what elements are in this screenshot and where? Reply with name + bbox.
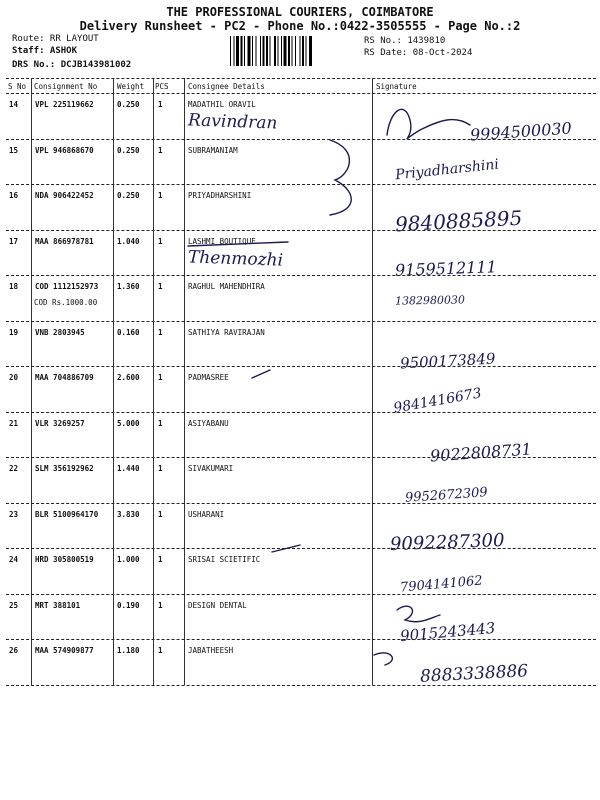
row-consignment-number: NDA 906422452	[35, 191, 94, 200]
row-weight: 0.250	[117, 191, 140, 200]
row-weight: 0.250	[117, 145, 140, 155]
row-consignee-name: USHARANI	[188, 509, 225, 519]
drs-label: DRS No.: DCJB143981002	[12, 60, 132, 70]
column-header-signature: Signature	[376, 82, 417, 91]
row-signature-phone: 9015243443	[399, 618, 497, 645]
row-weight: 1.180	[117, 646, 140, 655]
row-weight: 1.360	[117, 282, 140, 291]
row-consignment-number: MAA 704886709	[35, 373, 94, 382]
row-signature-phone: 9022808731	[429, 438, 533, 466]
row-consignment-number: VLR 3269257	[35, 418, 85, 428]
route-label: Route: RR LAYOUT	[12, 34, 99, 44]
row-serial-number: 24	[9, 555, 19, 564]
row-serial-number: 25	[9, 600, 19, 610]
row-weight: 1.000	[117, 555, 140, 564]
row-weight: 1.040	[117, 236, 140, 246]
row-weight: 5.000	[117, 418, 140, 428]
row-pieces: 1	[158, 191, 163, 200]
column-header-pcs: PCS	[155, 82, 169, 91]
staff-label: Staff: ASHOK	[12, 46, 78, 56]
row-weight: 0.160	[117, 327, 140, 337]
row-consignee-name: SRISAI SCIETIFIC	[188, 555, 261, 564]
row-consignee-name: MADATHIL ORAVIL	[188, 100, 256, 109]
row-pieces: 1	[158, 282, 163, 291]
row-pieces: 1	[158, 600, 163, 610]
row-pieces: 1	[158, 100, 163, 109]
row-consignee-name: DESIGN DENTAL	[188, 600, 247, 610]
rs-number: RS No.: 1439810	[364, 36, 446, 46]
row-cod-amount: COD Rs.1000.00	[34, 298, 98, 307]
row-pieces: 1	[158, 373, 163, 382]
column-header-consignee: Consignee Details	[188, 82, 265, 91]
row-consignee-name: LASHMI BOUTIQUE	[188, 236, 256, 246]
row-consignment-number: MAA 866978781	[35, 236, 94, 246]
row-handwritten-name: Thenmozhi	[187, 246, 284, 271]
column-header-sno: S No	[8, 82, 27, 91]
row-pieces: 1	[158, 418, 163, 428]
row-weight: 0.190	[117, 600, 140, 610]
row-consignee-name: RAGHUL MAHENDHIRA	[188, 282, 265, 291]
row-consignment-number: VNB 2803945	[35, 327, 85, 337]
row-weight: 2.600	[117, 373, 140, 382]
row-signature-phone: 9092287300	[389, 529, 505, 555]
row-serial-number: 20	[9, 373, 19, 382]
column-header-weight: Weight	[117, 82, 145, 91]
row-pieces: 1	[158, 145, 163, 155]
row-serial-number: 16	[9, 191, 19, 200]
row-consignee-name: PADMASREE	[188, 373, 229, 382]
row-consignee-name: JABATHEESH	[188, 646, 234, 655]
row-signature-phone: 8883338886	[419, 661, 529, 687]
row-weight: 1.440	[117, 464, 140, 473]
row-serial-number: 21	[9, 418, 19, 428]
row-signature-phone: 1382980030	[394, 293, 466, 308]
row-serial-number: 26	[9, 646, 19, 655]
row-consignee-name: ASIYABANU	[188, 418, 229, 428]
row-consignee-name: SUBRAMANIAM	[188, 145, 238, 155]
row-signature-phone: 9159512111	[394, 256, 498, 280]
row-serial-number: 23	[9, 509, 19, 519]
row-serial-number: 19	[9, 327, 19, 337]
row-serial-number: 18	[9, 282, 19, 291]
row-signature-phone: 9841416673	[392, 385, 483, 417]
row-consignee-name: SIVAKUMARI	[188, 464, 234, 473]
column-header-consignment: Consignment No	[34, 82, 98, 91]
row-weight: 0.250	[117, 100, 140, 109]
row-consignment-number: BLR 5100964170	[35, 509, 99, 519]
row-signature-phone: 9952672309	[404, 485, 489, 506]
row-serial-number: 15	[9, 145, 19, 155]
row-pieces: 1	[158, 464, 163, 473]
row-consignment-number: HRD 305800519	[35, 555, 94, 564]
row-consignee-name: PRIYADHARSHINI	[188, 191, 252, 200]
row-pieces: 1	[158, 236, 163, 246]
row-consignment-number: VPL 225119662	[35, 100, 94, 109]
company-title: THE PROFESSIONAL COURIERS, COIMBATORE	[166, 5, 434, 19]
row-signature-phone: 7904141062	[399, 573, 484, 596]
runsheet-title: Delivery Runsheet - PC2 - Phone No.:0422-3505555 - Page No.:2	[79, 19, 521, 33]
row-consignment-number: SLM 356192962	[35, 464, 94, 473]
row-signature-phone: Priyadharshini	[394, 156, 500, 183]
row-signature-phone: 9840885895	[394, 205, 523, 237]
row-signature-phone: 9500173849	[399, 349, 496, 372]
row-serial-number: 22	[9, 464, 19, 473]
row-weight: 3.830	[117, 509, 140, 519]
row-consignment-number: COD 1112152973	[35, 282, 99, 291]
row-consignment-number: VPL 946868670	[35, 145, 94, 155]
row-serial-number: 17	[9, 236, 19, 246]
row-pieces: 1	[158, 646, 163, 655]
row-consignment-number: MAA 574909877	[35, 646, 94, 655]
row-pieces: 1	[158, 327, 163, 337]
row-signature-phone: 9994500030	[469, 118, 573, 145]
row-consignment-number: MRT 388101	[35, 600, 81, 610]
row-consignee-name: SATHIYA RAVIRAJAN	[188, 327, 265, 337]
row-pieces: 1	[158, 509, 163, 519]
row-pieces: 1	[158, 555, 163, 564]
rs-date: RS Date: 08-Oct-2024	[364, 48, 473, 58]
row-handwritten-name: Ravindran	[187, 110, 278, 134]
row-serial-number: 14	[9, 100, 19, 109]
